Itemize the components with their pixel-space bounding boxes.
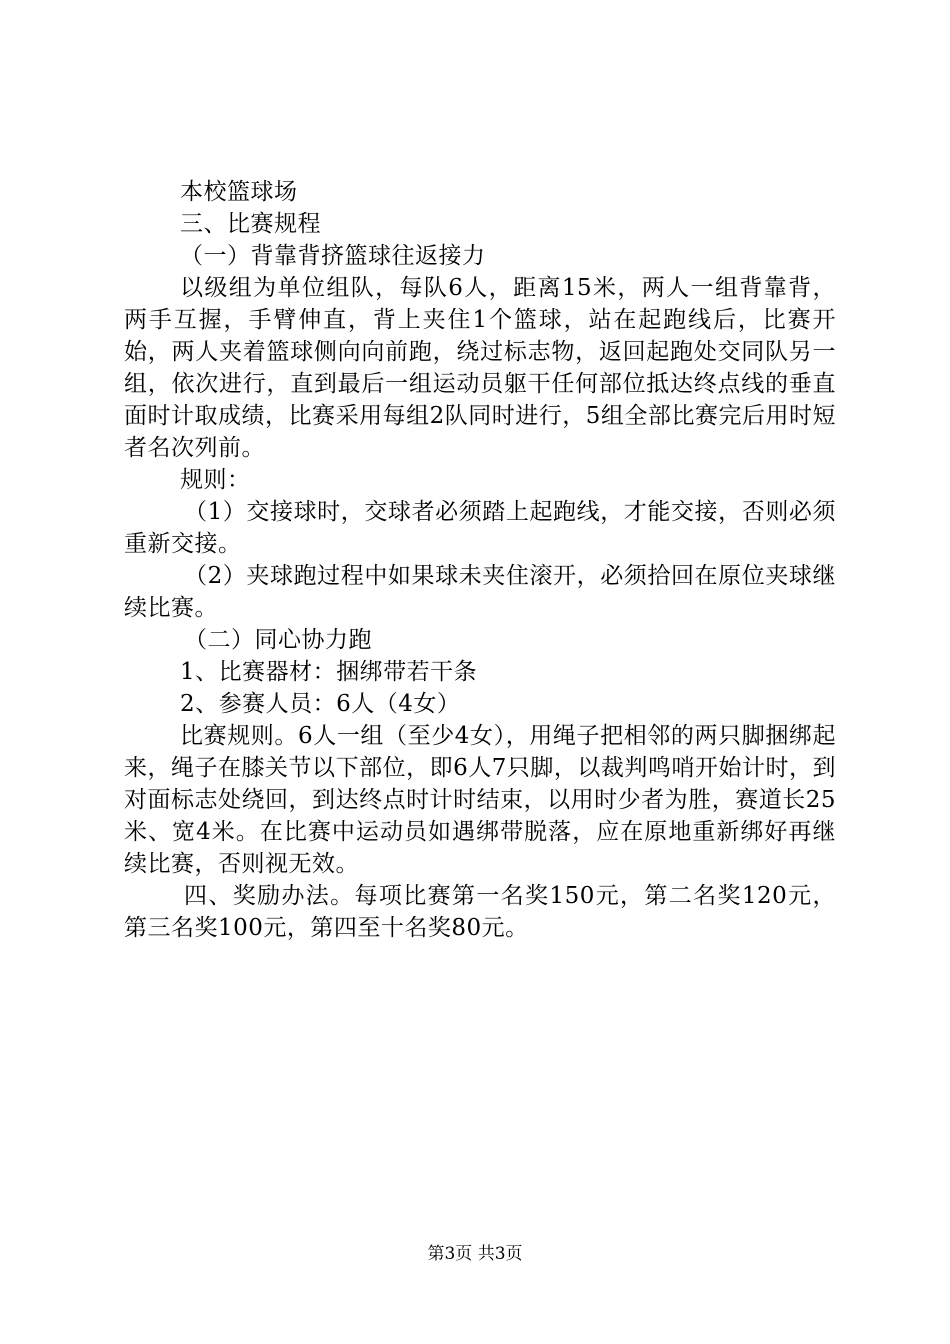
paragraph-event-2-rules: 比赛规则。6人一组（至少4女），用绳子把相邻的两只脚捆绑起来，绳子在膝关节以下部位，即6人7只脚，以裁判鸣哨开始计时，到对面标志处绕回，到达终点时计时结束，以用时少者为胜，赛道长25米、宽4米。在比赛中运动员如遇绑带脱落，应在原地重新绑好再继续比赛，否则视无效。 [124,723,836,877]
paragraph-event-1-description: 以级组为单位组队，每队6人，距离15米，两人一组背靠背，两手互握，手臂伸直，背上夹住1个篮球，站在起跑线后，比赛开始，两人夹着篮球侧向向前跑，绕过标志物，返回起跑处交同队另一组，依次进行，直到最后一组运动员躯干任何部位抵达终点线的垂直面时计取成绩，比赛采用每组2队同时进行，5组全部比赛完后用时短者名次列前。 [124,275,836,461]
paragraph-awards: 四、奖励办法。每项比赛第一名奖150元，第二名奖120元，第三名奖100元，第四至十名奖80元。 [124,883,836,941]
heading-event-1: （一）背靠背挤篮球往返接力 [180,243,486,269]
page-footer: 第3页 共3页 [427,1244,523,1264]
heading-event-1-rules: 规则： [180,467,251,493]
heading-rules: 三、比赛规程 [180,211,321,237]
paragraph-venue: 本校篮球场 [180,179,298,205]
paragraph-participants: 2、参赛人员：6人（4女） [180,691,461,717]
paragraph-rule-2: （2）夹球跑过程中如果球未夹住滚开，必须拾回在原位夹球继续比赛。 [124,563,836,621]
document-body [124,176,836,944]
paragraph-equipment: 1、比赛器材：捆绑带若干条 [180,659,478,685]
paragraph-rule-1: （1）交接球时，交球者必须踏上起跑线，才能交接，否则必须重新交接。 [124,499,836,557]
heading-event-2: （二）同心协力跑 [184,627,372,653]
